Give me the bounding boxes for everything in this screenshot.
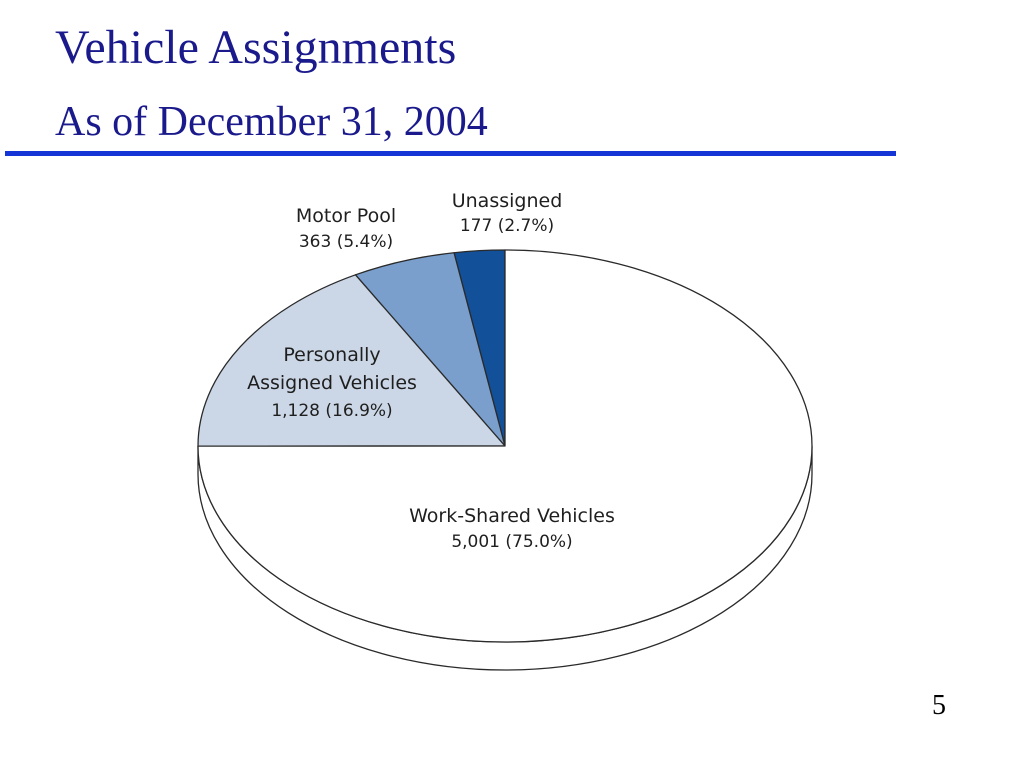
slice-value-work-shared: 5,001 (75.0%) (451, 532, 573, 552)
slice-label-unassigned: Unassigned (451, 190, 563, 212)
slice-label-motor-pool: Motor Pool (295, 205, 397, 227)
slide-subtitle: As of December 31, 2004 (55, 99, 488, 145)
slice-value-motor-pool: 363 (5.4%) (298, 232, 394, 252)
slice-label-work-shared: Work-Shared Vehicles (409, 505, 615, 527)
slice-label-personally-line1: Personally (283, 344, 381, 366)
slice-label-personally-line2: Assigned Vehicles (247, 372, 417, 394)
pie-slices (198, 250, 812, 642)
slide-title: Vehicle Assignments (55, 21, 457, 74)
page-number: 5 (932, 690, 946, 721)
slice-value-personally: 1,128 (16.9%) (271, 401, 393, 421)
slice-value-unassigned: 177 (2.7%) (459, 216, 555, 236)
